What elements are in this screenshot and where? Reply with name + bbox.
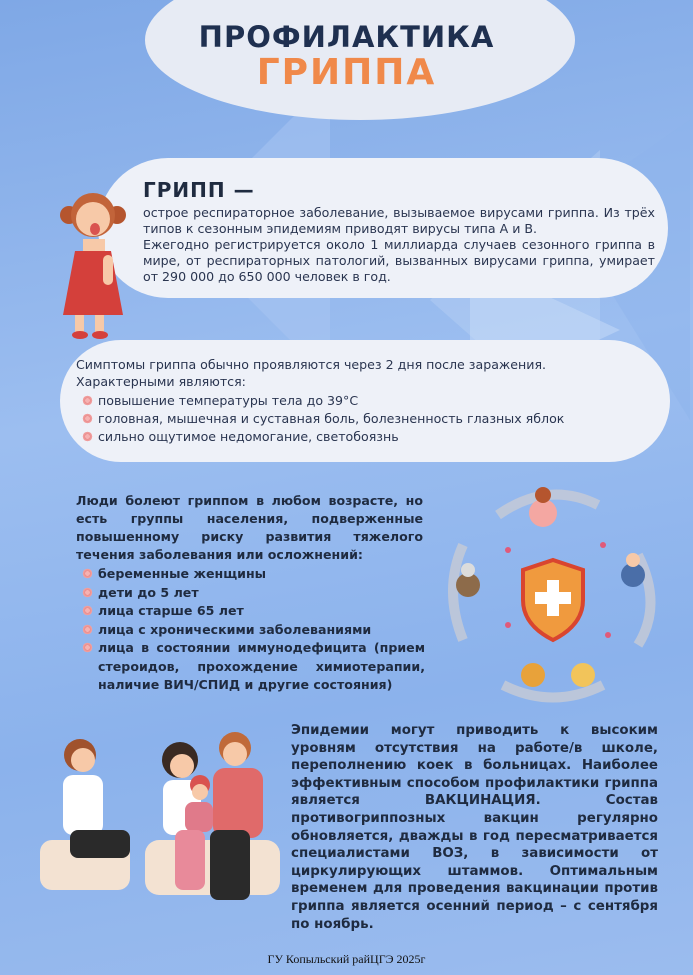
flower-bullet-icon <box>82 431 93 442</box>
doctor-family-illustration <box>35 720 285 920</box>
flower-bullet-icon <box>82 624 93 635</box>
title-line-1: ПРОФИЛАКТИКА <box>198 20 495 54</box>
title-line-2: ГРИППА <box>256 52 437 93</box>
flower-bullet-icon <box>82 413 93 424</box>
list-item: головная, мышечная и суставная боль, болезненность глазных яблок <box>80 410 660 428</box>
symptoms-list <box>80 392 660 446</box>
risk-groups-list <box>80 565 425 695</box>
list-item: дети до 5 лет <box>80 584 425 603</box>
risk-groups-illustration <box>438 475 668 705</box>
flower-bullet-icon <box>82 642 93 653</box>
flower-bullet-icon <box>82 587 93 598</box>
list-item: лица в состоянии иммунодефицита (прием стероидов, прохождение химиотерапии, наличие ВИЧ/СПИД и другие состояния) <box>80 639 425 695</box>
symptoms-intro: Симптомы гриппа обычно проявляются через 2 дня после заражения. <box>76 357 547 372</box>
flower-bullet-icon <box>82 568 93 579</box>
flower-bullet-icon <box>82 395 93 406</box>
flu-heading: ГРИПП — <box>143 178 255 202</box>
list-item: сильно ощутимое недомогание, светобоязнь <box>80 428 660 446</box>
sick-girl-illustration <box>55 185 145 345</box>
symptoms-intro-2: Характерными являются: <box>76 374 246 389</box>
flu-description: острое респираторное заболевание, вызываемое вирусами гриппа. Из трёх типов к сезонным эпидемиям приводят вирусы типа А и В. Ежегодно регистрируется около 1 миллиарда случаев сезонного гриппа в мире, от респираторных патологий, вызванных вирусами гриппа, умирает от 290 000 до 650 000 человек в год. <box>143 205 655 284</box>
footer-credit: ГУ Копыльский райЦГЭ 2025г <box>267 952 426 966</box>
flower-bullet-icon <box>82 605 93 616</box>
list-item: беременные женщины <box>80 565 425 584</box>
vaccination-text: Эпидемии могут приводить к высоким уровням отсутствия на работе/в школе, переполнению коек в больницах. Наиболее эффективным способом профилактики гриппа является ВАКЦИНАЦИЯ. Состав противогриппозных вакцин регулярно обновляется, дважды в год пересматривается специалистами ВОЗ, в зависимости от циркулирующих штаммов. Оптимальным временем для проведения вакцинации против гриппа является осенний период – с сентября по ноябрь. <box>291 723 658 932</box>
list-item: лица с хроническими заболеваниями <box>80 621 425 640</box>
risk-intro: Люди болеют гриппом в любом возрасте, но есть группы населения, подверженные повышенному риску развития тяжелого течения заболевания или осложнений: <box>76 493 423 562</box>
list-item: лица старше 65 лет <box>80 602 425 621</box>
list-item: повышение температуры тела до 39°С <box>80 392 660 410</box>
